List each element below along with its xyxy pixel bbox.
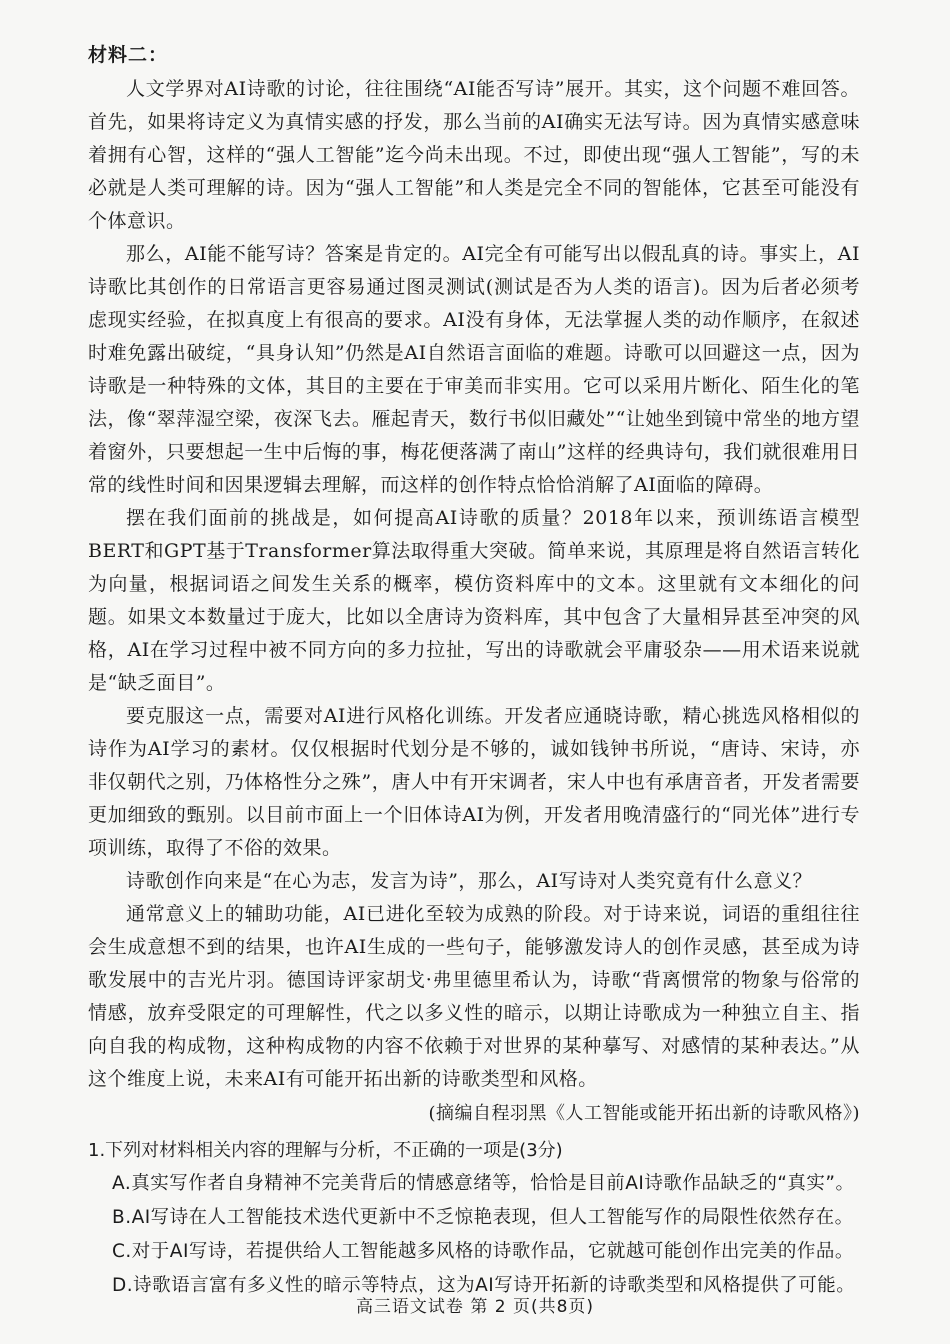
option-c: C.对于AI写诗，若提供给人工智能越多风格的诗歌作品，它就越可能创作出完美的作品。 [112,1241,854,1262]
question-stem: 1.下列对材料相关内容的理解与分析，不正确的一项是(3分) [88,1140,563,1161]
paragraph-3: 摆在我们面前的挑战是，如何提高AI诗歌的质量？2018年以来，预训练语言模型BERT和GPT基于Transformer算法取得重大突破。简单来说，其原理是将自然语言转化为向量，根据词语之间发生关系的概率，模仿资料库中的文本。这里就有文本细化的问题。如果文本数量过于庞大，比如以全唐诗为资料库，其中包含了大量相异甚至冲突的风格，AI在学习过程中被不同方向的多力拉扯，写出的诗歌就会平庸驳杂——用术语来说就是“缺乏面目”。 [88,507,860,694]
source-citation: (摘编自程羽黑《人工智能或能开拓出新的诗歌风格》) [428,1103,860,1124]
option-b: B.AI写诗在人工智能技术迭代更新中不乏惊艳表现，但人工智能写作的局限性依然存在。 [112,1207,854,1228]
option-a: A.真实写作者自身精神不完美背后的情感意绪等，恰恰是目前AI诗歌作品缺乏的“真实”。 [112,1173,855,1194]
exam-page [88,40,860,1303]
paragraph-4: 要克服这一点，需要对AI进行风格化训练。开发者应通晓诗歌，精心挑选风格相似的诗作为AI学习的素材。仅仅根据时代划分是不够的，诚如钱钟书所说，“唐诗、宋诗，亦非仅朝代之别，乃体格性分之殊”，唐人中有开宋调者，宋人中也有承唐音者，开发者需要更加细致的甄别。以目前市面上一个旧体诗AI为例，开发者用晚清盛行的“同光体”进行专项训练，取得了不俗的效果。 [88,705,860,859]
page-footer: 高三语文试卷 第 2 页(共8页) [355,1297,595,1317]
paragraph-2: 那么，AI能不能写诗？答案是肯定的。AI完全有可能写出以假乱真的诗。事实上，AI诗歌比其创作的日常语言更容易通过图灵测试(测试是否为人类的语言)。因为后者必须考虑现实经验，在拟真度上有很高的要求。AI没有身体，无法掌握人类的动作顺序，在叙述时难免露出破绽，“具身认知”仍然是AI自然语言面临的难题。诗歌可以回避这一点，因为诗歌是一种特殊的文体，其目的主要在于审美而非实用。它可以采用片断化、陌生化的笔法，像“翠萍湿空梁，夜深飞去。雁起青天，数行书似旧藏处”“让她坐到镜中常坐的地方望着窗外，只要想起一生中后悔的事，梅花便落满了南山”这样的经典诗句，我们就很难用日常的线性时间和因果逻辑去理解，而这样的创作特点恰恰消解了AI面临的障碍。 [88,243,860,496]
paragraph-5: 诗歌创作向来是“在心为志，发言为诗”，那么，AI写诗对人类究竟有什么意义？ [126,870,813,892]
option-d: D.诗歌语言富有多义性的暗示等特点，这为AI写诗开拓新的诗歌类型和风格提供了可能。 [112,1275,856,1296]
material-title: 材料二： [88,44,169,66]
paragraph-1: 人文学界对AI诗歌的讨论，往往围绕“AI能否写诗”展开。其实，这个问题不难回答。首先，如果将诗定义为真情实感的抒发，那么当前的AI确实无法写诗。因为真情实感意味着拥有心智，这样的“强人工智能”迄今尚未出现。不过，即使出现“强人工智能”，写的未必就是人类可理解的诗。因为“强人工智能”和人类是完全不同的智能体，它甚至可能没有个体意识。 [88,78,860,232]
paragraph-6: 通常意义上的辅助功能，AI已进化至较为成熟的阶段。对于诗来说，词语的重组往往会生成意想不到的结果，也许AI生成的一些句子，能够激发诗人的创作灵感，甚至成为诗歌发展中的吉光片羽。德国诗评家胡戈·弗里德里希认为，诗歌“背离惯常的物象与俗常的情感，放弃受限定的可理解性，代之以多义性的暗示，以期让诗歌成为一种独立自主、指向自我的构成物，这种构成物的内容不依赖于对世界的某种摹写、对感情的某种表达。”从这个维度上说，未来AI有可能开拓出新的诗歌类型和风格。 [88,903,860,1090]
